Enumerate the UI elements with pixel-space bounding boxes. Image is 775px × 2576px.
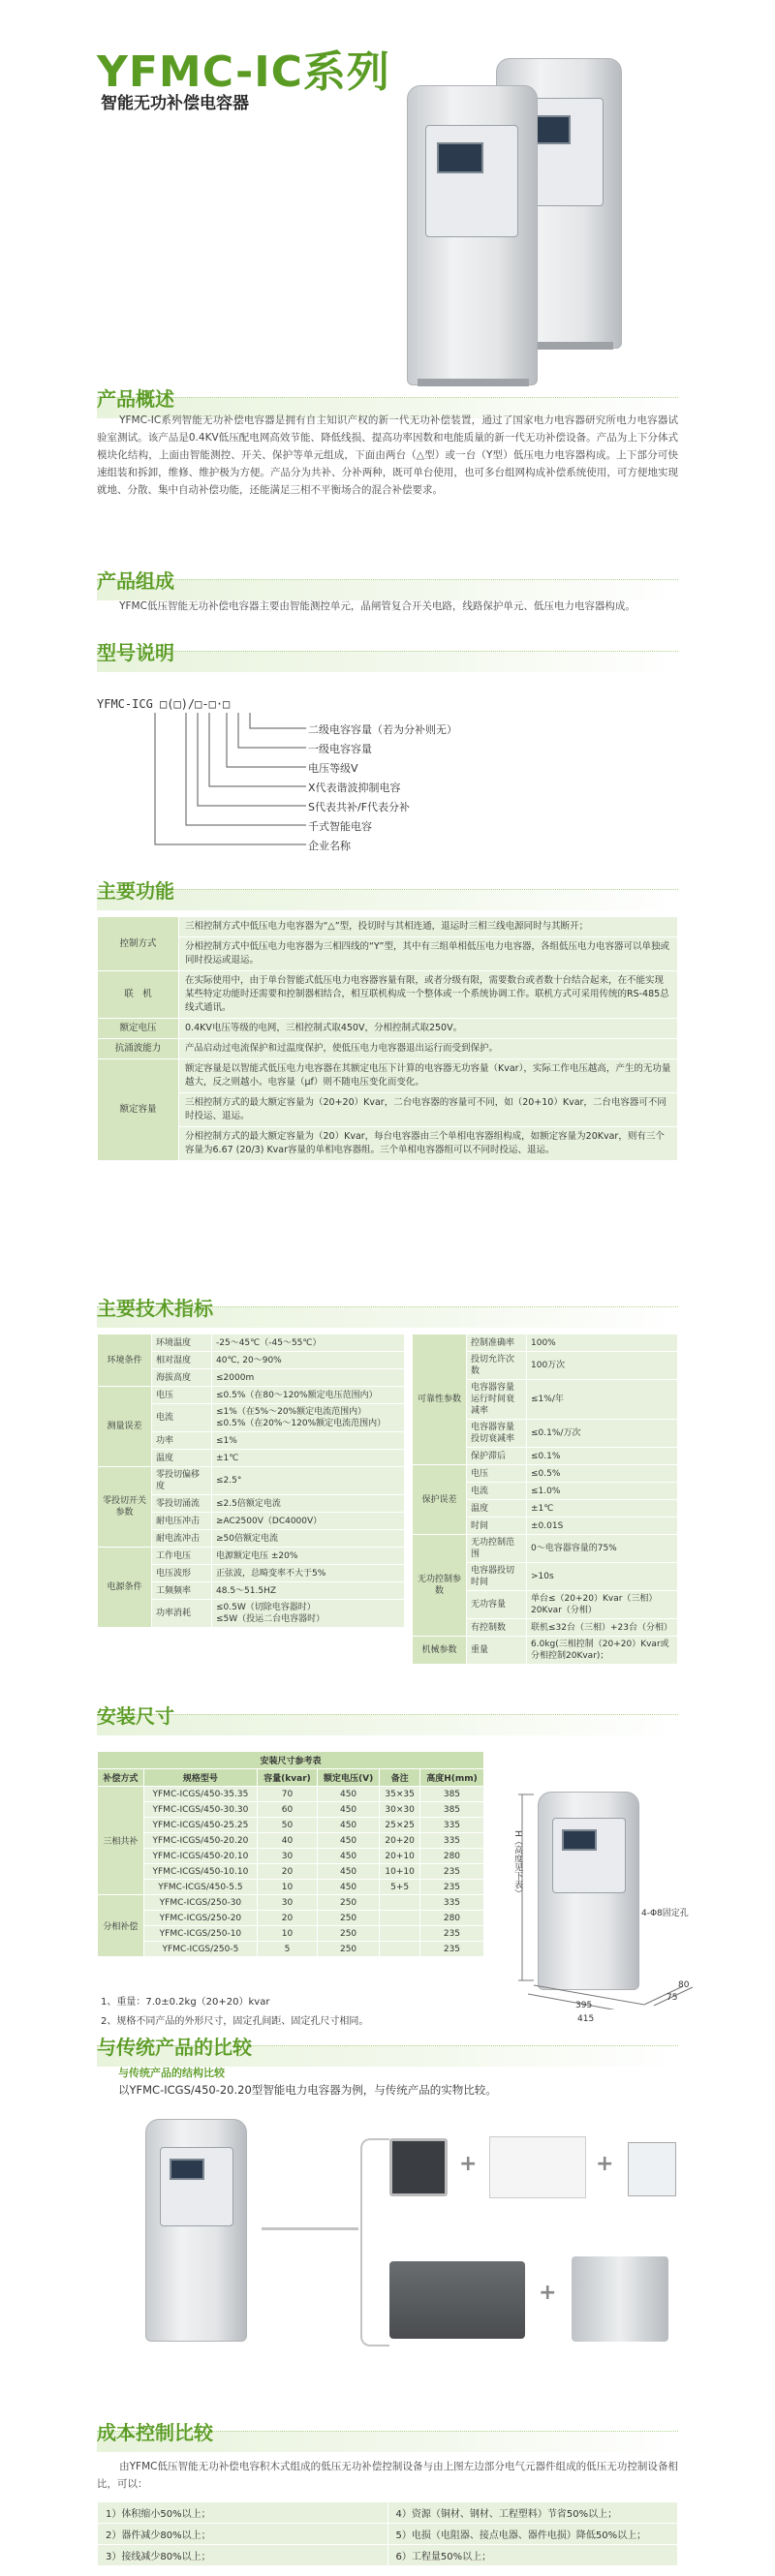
- dimension-cell: 30: [258, 1895, 318, 1911]
- dimension-cell: 30: [258, 1849, 318, 1864]
- model-line: 企业名称: [308, 840, 351, 852]
- spec-value: ≥AC2500V（DC4000V）: [212, 1513, 405, 1530]
- spec-key: 功率: [152, 1432, 212, 1450]
- spec-key: 保护滞后: [467, 1448, 527, 1465]
- dim-label-hole: 4-Φ8固定孔: [641, 1909, 689, 1918]
- fn-key: 额定容量: [98, 1059, 179, 1161]
- spec-key: 工频频率: [152, 1582, 212, 1600]
- dimension-cell: 235: [419, 1864, 483, 1880]
- spec-key: 无功容量: [467, 1591, 527, 1619]
- dimension-cell: 235: [419, 1942, 483, 1957]
- dimension-cell: [380, 1942, 420, 1957]
- spec-key: 时间: [467, 1518, 527, 1535]
- spec-key: 电容器容量投切衰减率: [467, 1420, 527, 1448]
- dimension-cell: 250: [317, 1926, 380, 1942]
- dimension-note: 2、规格不同产品的外形尺寸，固定孔间距、固定孔尺寸相同。: [101, 2016, 369, 2027]
- dimension-cell: 30×30: [380, 1802, 420, 1818]
- fn-key: 联 机: [98, 971, 179, 1019]
- dimension-cell: YFMC-ICGS/450-20.20: [143, 1833, 257, 1849]
- dimension-cell: 250: [317, 1895, 380, 1911]
- overview-text: YFMC-IC系列智能无功补偿电容器是拥有自主知识产权的新一代无功补偿装置，通过了国家电力电容器研究所电力电容器试验室测试。该产品是0.4KV低压配电网高效节能、降低线损、提高功率因数和电能质量的新一代无功补偿设备。产品为上下分体式模块化结构，上面由智能测控、开关、保护等单元组成，下面由两台（△型）或一台（Y型）低压电力电容器构成。上下部分可快速组装和拆卸，维修、维护极为方便。产品分为共补、分补两种，既可单台使用，也可多台组网构成补偿系统使用，可方便地实现就地、分散、集中自动补偿功能，还能满足三相不平衡场合的混合补偿要求。: [97, 414, 678, 496]
- dimension-cell: YFMC-ICGS/450-30.30: [143, 1802, 257, 1818]
- spec-value: >10s: [527, 1563, 678, 1591]
- cost-item: 5）电损（电阻器、接点电器、器件电损）降低50%以上；: [388, 2524, 678, 2545]
- dimension-cell: 70: [258, 1787, 318, 1802]
- dimension-header: 规格型号: [143, 1769, 257, 1787]
- spec-key: 温度: [152, 1450, 212, 1467]
- spec-key: 控制准确率: [467, 1334, 527, 1352]
- dimension-cell: 450: [317, 1833, 380, 1849]
- dimension-cell: 335: [419, 1818, 483, 1833]
- specs-table-left: [97, 1334, 405, 1628]
- spec-value: ±1℃: [527, 1500, 678, 1518]
- spec-value: ≤1%（在5%～20%额定电流范围内） ≤0.5%（在20%～120%额定电流范围内）: [212, 1404, 405, 1432]
- spec-key: 有控制数: [467, 1619, 527, 1637]
- dimension-cell: 335: [419, 1895, 483, 1911]
- dimension-cell: 20: [258, 1911, 318, 1926]
- dimension-cell: YFMC-ICGS/450-10.10: [143, 1864, 257, 1880]
- dimension-cell: YFMC-ICGS/450-20.10: [143, 1849, 257, 1864]
- table-row: [98, 1895, 484, 1911]
- dimension-cell: 5: [258, 1942, 318, 1957]
- spec-key: 零投切偏移度: [152, 1467, 212, 1495]
- dimension-cell: YFMC-ICGS/450-5.5: [143, 1880, 257, 1895]
- table-row: [98, 1942, 484, 1957]
- model-code: YFMC-ICG □(□)/□-□·□: [97, 697, 231, 711]
- dim-label-75: 75: [666, 1993, 678, 2003]
- cost-item: 2）器件减少80%以上；: [98, 2524, 388, 2545]
- section-title-model: 型号说明: [97, 641, 174, 664]
- model-line: S代表共补/F代表分补: [308, 801, 411, 813]
- spec-key: 无功控制范围: [467, 1535, 527, 1563]
- dimension-cell: 10: [258, 1926, 318, 1942]
- section-title-specs: 主要技术指标: [97, 1297, 213, 1320]
- dimension-cell: 250: [317, 1942, 380, 1957]
- fn-key: 额定电压: [98, 1019, 179, 1039]
- controller-device: [389, 2138, 448, 2196]
- dimension-header: 容量(kvar): [258, 1769, 318, 1787]
- section-divider: [97, 1714, 678, 1735]
- dimension-cell: YFMC-ICGS/450-35.35: [143, 1787, 257, 1802]
- section-title-functions: 主要功能: [97, 879, 174, 903]
- section-divider: [97, 889, 678, 910]
- spec-key: 环境温度: [152, 1334, 212, 1352]
- fn-value: 额定容量是以智能式低压电力电容器在其额定电压下计算的电容器无功容量（Kvar），实际工作电压越高，产生的无功量越大，反之则越小。电容量（μf）则不随电压变化而变化。: [179, 1059, 678, 1093]
- page-title: YFMC-IC系列: [97, 47, 390, 97]
- spec-key: 电容器投切时间: [467, 1563, 527, 1591]
- spec-value: 100%: [527, 1334, 678, 1352]
- dim-label-h: H（高度见下表）: [512, 1830, 522, 1898]
- table-row: [98, 1787, 484, 1802]
- dimension-cell: 10+10: [380, 1864, 420, 1880]
- dimension-cell: YFMC-ICGS/250-10: [143, 1926, 257, 1942]
- spec-value: -25～45℃（-45～55℃）: [212, 1334, 405, 1352]
- section-title-overview: 产品概述: [97, 387, 174, 411]
- spec-key: 相对湿度: [152, 1352, 212, 1369]
- dimension-table: [97, 1751, 484, 1957]
- spec-key: 电流: [467, 1483, 527, 1500]
- dimension-group: 三相共补: [98, 1787, 144, 1895]
- table-row: [98, 1802, 484, 1818]
- dimension-cell: 20+10: [380, 1849, 420, 1864]
- dimension-cell: YFMC-ICGS/250-20: [143, 1911, 257, 1926]
- composition-text: YFMC低压智能无功补偿电容器主要由智能测控单元，晶闸管复合开关电路，线路保护单元、低压电力电容器构成。: [119, 600, 636, 612]
- fn-key: 控制方式: [98, 917, 179, 971]
- capacitor-units: [572, 2256, 668, 2342]
- table-row: [98, 1849, 484, 1864]
- dimension-cell: [380, 1895, 420, 1911]
- dim-label-415: 415: [577, 2014, 595, 2024]
- dimension-cell: 280: [419, 1911, 483, 1926]
- model-diagram-lines: [145, 713, 310, 868]
- spec-value: ≤2000m: [212, 1369, 405, 1387]
- dimension-cell: 20+20: [380, 1833, 420, 1849]
- spec-value: 电源额定电压 ±20%: [212, 1548, 405, 1565]
- model-line: 一级电容容量: [308, 743, 372, 755]
- dimension-cell: [380, 1926, 420, 1942]
- specs-table-right: [412, 1334, 678, 1665]
- dimension-header: 备注: [380, 1769, 420, 1787]
- spec-key: 投切允许次数: [467, 1352, 527, 1380]
- dimension-header: 高度H(mm): [419, 1769, 483, 1787]
- contactor-devices: [389, 2261, 525, 2339]
- fn-value: 分相控制方式的最大额定容量为（20）Kvar，每台电容器由三个单相电容器组构成，如额定容量为20Kvar，则有三个容量为6.67 (20/3) Kvar容量的单相电容器组。三个单相电容器组可以不同时投运、退运。: [179, 1127, 678, 1161]
- spec-key: 耐电流冲击: [152, 1530, 212, 1548]
- table-row: [98, 1833, 484, 1849]
- spec-value: ≤0.1%: [527, 1448, 678, 1465]
- dimension-cell: 450: [317, 1880, 380, 1895]
- dimension-cell: 450: [317, 1802, 380, 1818]
- dimension-cell: 25×25: [380, 1818, 420, 1833]
- spec-value: 48.5～51.5HZ: [212, 1582, 405, 1600]
- dimension-cell: 20: [258, 1864, 318, 1880]
- model-line: 千式智能电容: [308, 820, 372, 833]
- spec-value: 联机≤32台（三相）+23台（分相）: [527, 1619, 678, 1637]
- spec-value: 正弦波，总畸变率不大于5%: [212, 1565, 405, 1582]
- spec-value: ≤0.5W（切除电容器时） ≤5W（投运二台电容器时）: [212, 1600, 405, 1628]
- spec-value: 单台≤（20+20）Kvar（三相） 20Kvar（分相）: [527, 1591, 678, 1619]
- dimension-cell: 235: [419, 1926, 483, 1942]
- spec-value: ≤2.5倍额定电流: [212, 1495, 405, 1513]
- dimension-table-title: 安装尺寸参考表: [98, 1752, 484, 1769]
- cost-table: [97, 2501, 678, 2566]
- fn-key: 抗涌波能力: [98, 1039, 179, 1059]
- spec-key: 电压波形: [152, 1565, 212, 1582]
- table-row: [98, 1864, 484, 1880]
- spec-group: 可靠性参数: [413, 1334, 467, 1465]
- spec-value: 100万次: [527, 1352, 678, 1380]
- spec-value: ±0.01S: [527, 1518, 678, 1535]
- spec-key: 电容器容量运行时间衰减率: [467, 1380, 527, 1420]
- spec-key: 电流: [152, 1404, 212, 1432]
- fn-value: 在实际使用中，由于单台智能式低压电力电容器容量有限，或者分级有限，需要数台或者数十台结合起来，在不能实现某些特定功能时还需要和控制器相结合，相互联机构成一个整体或一个系统协调工作。联机方式可采用传统的RS-485总线式通讯。: [179, 971, 678, 1019]
- dimension-cell: 450: [317, 1864, 380, 1880]
- dimension-cell: 385: [419, 1787, 483, 1802]
- cost-item: 3）接线减少80%以上；: [98, 2545, 388, 2566]
- spec-key: 工作电压: [152, 1548, 212, 1565]
- dimension-cell: 450: [317, 1818, 380, 1833]
- spec-key: 温度: [467, 1500, 527, 1518]
- spec-key: 电压: [152, 1387, 212, 1404]
- table-row: [98, 1926, 484, 1942]
- spec-key: 海拔高度: [152, 1369, 212, 1387]
- compare-text: 以YFMC-ICGS/450-20.20型智能电力电容器为例，与传统产品的实物比较。: [118, 2083, 497, 2097]
- model-line: 电压等级V: [308, 762, 358, 775]
- spec-group: 机械参数: [413, 1637, 467, 1665]
- spec-key: 零投切涌流: [152, 1495, 212, 1513]
- spec-group: 电源条件: [98, 1548, 152, 1628]
- dimension-cell: 450: [317, 1787, 380, 1802]
- spec-value: ≥50倍额定电流: [212, 1530, 405, 1548]
- fn-value: 三相控制方式中低压电力电容器为“△”型，投切时与其相连通，退运时三相三线电源同时与其断开；: [179, 917, 678, 937]
- spec-key: 功率消耗: [152, 1600, 212, 1628]
- spec-value: ≤1.0%: [527, 1483, 678, 1500]
- spec-value: ≤1%/年: [527, 1380, 678, 1420]
- fn-value: 产品启动过电流保护和过温度保护，使低压电力电容器退出运行而受到保护。: [179, 1039, 678, 1059]
- dimension-cell: 335: [419, 1833, 483, 1849]
- table-row: [98, 1818, 484, 1833]
- spec-key: 重量: [467, 1637, 527, 1665]
- spec-value: 6.0kg(三相控制（20+20）Kvar或分相控制20Kvar)；: [527, 1637, 678, 1665]
- spec-value: ≤0.5%: [527, 1465, 678, 1483]
- table-row: [98, 1911, 484, 1926]
- section-title-compare: 与传统产品的比较: [97, 2036, 252, 2059]
- spec-group: 无功控制参数: [413, 1535, 467, 1637]
- dimension-cell: 385: [419, 1802, 483, 1818]
- cost-intro: 由YFMC低压智能无功补偿电容积木式组成的低压无功补偿控制设备与由上图左边部分电气元器件组成的低压无功控制设备相比，可以：: [97, 2461, 678, 2490]
- dimension-cell: 280: [419, 1849, 483, 1864]
- dimension-cell: 450: [317, 1849, 380, 1864]
- dimension-cell: 35×35: [380, 1787, 420, 1802]
- dimension-cell: [380, 1911, 420, 1926]
- cost-item: 4）资源（铜材、钢材、工程塑料）节省50%以上；: [388, 2502, 678, 2524]
- spec-key: 耐电压冲击: [152, 1513, 212, 1530]
- dimension-cell: 235: [419, 1880, 483, 1895]
- section-title-dimensions: 安装尺寸: [97, 1704, 174, 1728]
- spec-value: 0～电容器容量的75%: [527, 1535, 678, 1563]
- section-title-cost: 成本控制比较: [97, 2421, 213, 2444]
- dimension-cell: YFMC-ICGS/250-30: [143, 1895, 257, 1911]
- spec-value: 40℃, 20～90%: [212, 1352, 405, 1369]
- terminal-block: [489, 2136, 586, 2198]
- dimension-cell: 40: [258, 1833, 318, 1849]
- breaker-device: [628, 2142, 676, 2196]
- compare-subtitle: 与传统产品的结构比较: [118, 2067, 225, 2079]
- spec-group: 保护误差: [413, 1465, 467, 1535]
- dimension-cell: 250: [317, 1911, 380, 1926]
- cost-item: 1）体积缩小50%以上；: [98, 2502, 388, 2524]
- dimension-cell: YFMC-ICGS/450-25.25: [143, 1818, 257, 1833]
- page-subtitle: 智能无功补偿电容器: [101, 94, 249, 113]
- dimension-header: 补偿方式: [98, 1769, 144, 1787]
- spec-value: ≤2.5°: [212, 1467, 405, 1495]
- spec-value: ±1℃: [212, 1450, 405, 1467]
- section-title-composition: 产品组成: [97, 569, 174, 593]
- dimension-header: 额定电压(V): [317, 1769, 380, 1787]
- functions-table: [97, 916, 678, 1161]
- model-line: 二级电容容量（若为分补则无）: [308, 723, 457, 736]
- dimension-cell: YFMC-ICGS/250-5: [143, 1942, 257, 1957]
- dimension-cell: 50: [258, 1818, 318, 1833]
- spec-group: 测量误差: [98, 1387, 152, 1467]
- section-divider: [97, 651, 678, 672]
- spec-value: ≤0.1%/万次: [527, 1420, 678, 1448]
- spec-group: 零投切开关参数: [98, 1467, 152, 1548]
- dim-label-395: 395: [575, 2001, 593, 2010]
- dimension-cell: 10: [258, 1880, 318, 1895]
- dimension-note: 1、重量：7.0±0.2kg（20+20）kvar: [101, 1997, 270, 2008]
- dimension-group: 分相补偿: [98, 1895, 144, 1957]
- dim-label-80: 80: [678, 1980, 690, 1990]
- fn-value: 分相控制方式中低压电力电容器为三相四线的“Y”型，其中有三组单相低压电力电容器，各组低压电力电容器可以单独或同时投运或退运。: [179, 937, 678, 971]
- model-line: X代表谐波抑制电容: [308, 782, 401, 794]
- spec-value: ≤1%: [212, 1432, 405, 1450]
- spec-group: 环境条件: [98, 1334, 152, 1387]
- table-row: [98, 1880, 484, 1895]
- fn-value: 0.4KV电压等级的电网，三相控制式取450V，分相控制式取250V。: [179, 1019, 678, 1039]
- fn-value: 三相控制方式的最大额定容量为（20+20）Kvar，二台电容器的容量可不同，如（20+10）Kvar，二台电容器可不同时投运、退运。: [179, 1093, 678, 1127]
- spec-key: 电压: [467, 1465, 527, 1483]
- cost-item: 6）工程量50%以上；: [388, 2545, 678, 2566]
- dimension-cell: 60: [258, 1802, 318, 1818]
- dimension-cell: 5+5: [380, 1880, 420, 1895]
- spec-value: ≤0.5%（在80～120%额定电压范围内）: [212, 1387, 405, 1404]
